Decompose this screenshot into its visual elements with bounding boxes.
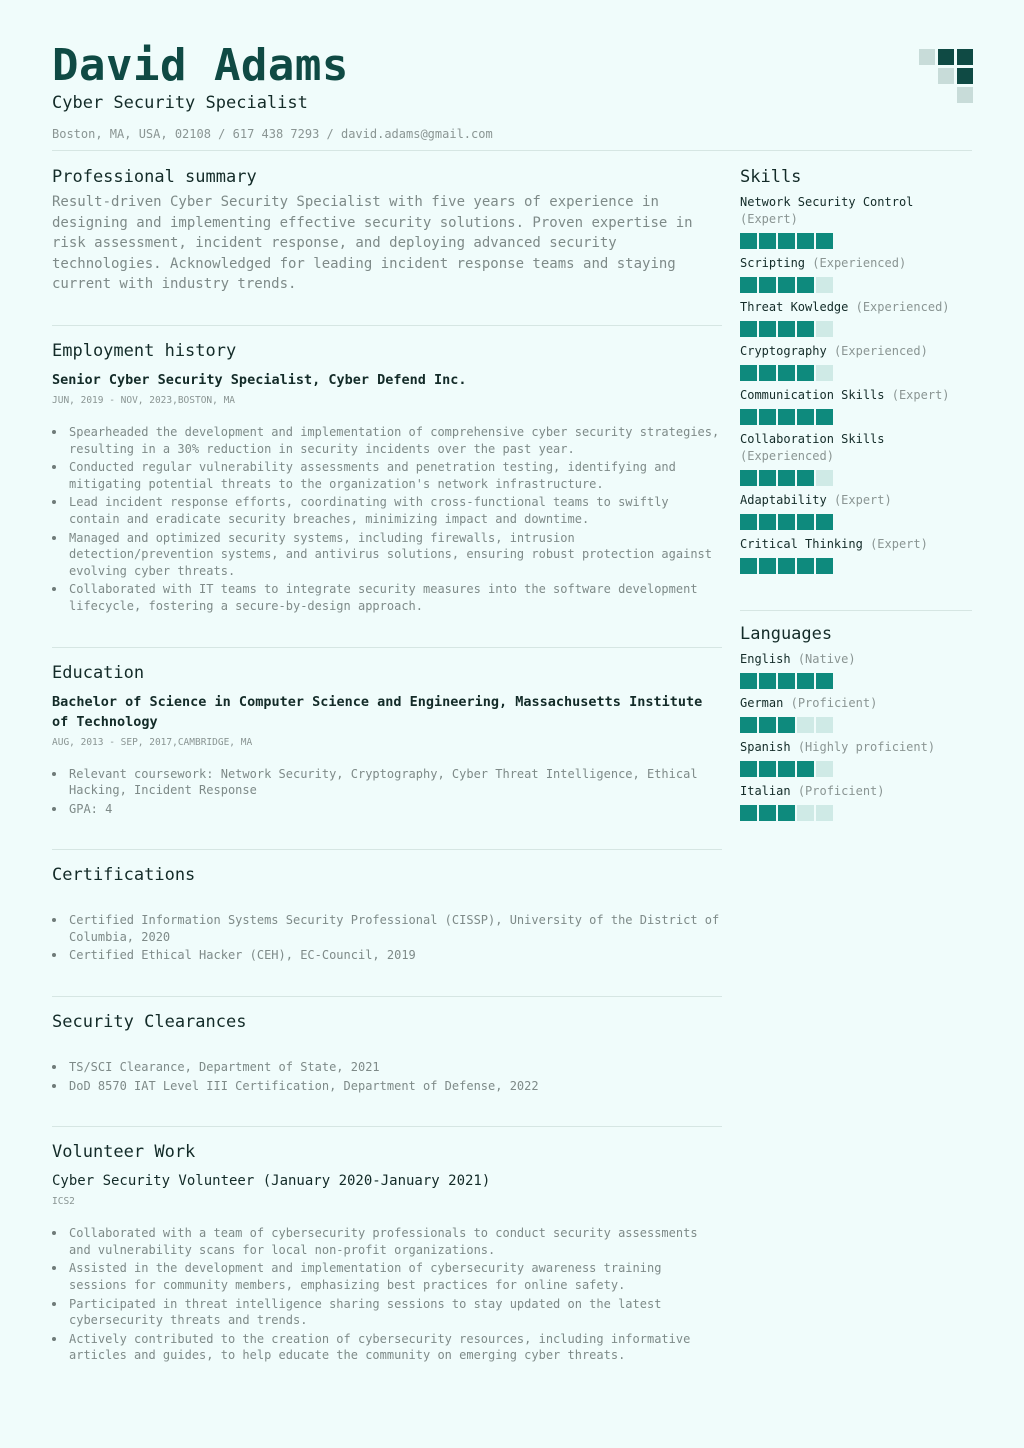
rating-square bbox=[797, 514, 814, 530]
rating-square bbox=[759, 365, 776, 381]
rating-square bbox=[778, 761, 795, 777]
skill-item bbox=[740, 194, 972, 249]
rating-square bbox=[816, 514, 833, 530]
rating-square bbox=[797, 321, 814, 337]
rating-square bbox=[816, 321, 833, 337]
logo-grid-icon bbox=[919, 49, 973, 103]
list-item: Managed and optimized security systems, including firewalls, intrusion detection/prevention systems, and antivirus solutions, ensuring robust protection against evolving cyber threats. bbox=[52, 530, 722, 580]
rating-square bbox=[740, 409, 757, 425]
list-item: Spearheaded the development and implementation of comprehensive cyber security strategies, resulting in a 30% reduction in security incidents over the past year. bbox=[52, 424, 722, 457]
list-item: Conducted regular vulnerability assessments and penetration testing, identifying and mitigating potential threats to the organization's network infrastructure. bbox=[52, 459, 722, 492]
clearances-list bbox=[52, 1059, 722, 1094]
rating-label bbox=[740, 387, 972, 404]
skill-item bbox=[740, 387, 972, 425]
skills-section bbox=[740, 166, 972, 610]
rating-square bbox=[778, 409, 795, 425]
languages-section bbox=[740, 610, 972, 857]
rating-square bbox=[740, 514, 757, 530]
rating-square bbox=[778, 321, 795, 337]
rating-level: (Experienced) bbox=[812, 256, 907, 270]
rating-name: Spanish bbox=[740, 740, 791, 754]
rating-bar bbox=[740, 277, 972, 293]
rating-square bbox=[816, 409, 833, 425]
rating-name: Scripting bbox=[740, 256, 806, 270]
list-item: Actively contributed to the creation of cybersecurity resources, including informative articles and guides, to help educate the community on emerging cyber threats. bbox=[52, 1331, 722, 1364]
rating-bar bbox=[740, 761, 972, 777]
rating-name: German bbox=[740, 696, 784, 710]
volunteer-org: ICS2 bbox=[52, 1196, 75, 1208]
rating-level: (Native) bbox=[797, 652, 856, 666]
job-title: Senior Cyber Security Specialist, Cyber Defend Inc. bbox=[52, 371, 467, 388]
rating-square bbox=[797, 409, 814, 425]
language-item bbox=[740, 739, 972, 777]
rating-name: Adaptability bbox=[740, 493, 827, 507]
summary-text: Result-driven Cyber Security Specialist with five years of experience in designing and implementing effective security solutions. Proven expertise in risk assessment, incident response, and deploying advanced security technologies. Acknowledged for leading incident response teams and staying current with industry trends. bbox=[52, 194, 693, 293]
rating-label bbox=[740, 492, 972, 509]
skill-item bbox=[740, 492, 972, 530]
rating-square bbox=[740, 233, 757, 249]
list-item: Assisted in the development and implementation of cybersecurity awareness training sessions for community members, emphasizing best practices for online safety. bbox=[52, 1260, 722, 1293]
rating-level: (Proficient) bbox=[790, 696, 878, 710]
main-column bbox=[52, 166, 722, 1396]
rating-square bbox=[740, 365, 757, 381]
rating-name: English bbox=[740, 652, 791, 666]
rating-square bbox=[740, 717, 757, 733]
rating-name: Italian bbox=[740, 784, 791, 798]
rating-square bbox=[759, 409, 776, 425]
section-title: Certifications bbox=[52, 865, 196, 886]
rating-bar bbox=[740, 409, 972, 425]
rating-square bbox=[797, 558, 814, 574]
contact-info: Boston, MA, USA, 02108 / 617 438 7293 / david.adams@gmail.com bbox=[52, 127, 493, 141]
skill-item bbox=[740, 431, 972, 486]
rating-square bbox=[778, 805, 795, 821]
rating-square bbox=[797, 805, 814, 821]
rating-level: (Proficient) bbox=[797, 784, 885, 798]
rating-name: Collaboration Skills bbox=[740, 432, 885, 446]
rating-square bbox=[778, 558, 795, 574]
rating-bar bbox=[740, 514, 972, 530]
rating-square bbox=[816, 233, 833, 249]
rating-square bbox=[816, 761, 833, 777]
rating-square bbox=[816, 673, 833, 689]
education-dates-location: AUG, 2013 - SEP, 2017,CAMBRIDGE, MA bbox=[52, 736, 253, 748]
rating-square bbox=[759, 277, 776, 293]
education-bullets bbox=[52, 766, 722, 818]
list-item: Lead incident response efforts, coordinating with cross-functional teams to swiftly contain and eradicate security breaches, minimizing impact and downtime. bbox=[52, 494, 722, 527]
skill-item bbox=[740, 255, 972, 293]
rating-square bbox=[740, 805, 757, 821]
rating-level: (Experienced) bbox=[855, 300, 950, 314]
header-divider bbox=[52, 150, 972, 151]
rating-square bbox=[759, 470, 776, 486]
rating-label bbox=[740, 299, 972, 316]
list-item: TS/SCI Clearance, Department of State, 2021 bbox=[52, 1059, 722, 1076]
rating-square bbox=[816, 365, 833, 381]
list-item: Collaborated with a team of cybersecurity professionals to conduct security assessments and vulnerability scans for local non-profit organizations. bbox=[52, 1225, 722, 1258]
sidebar-column bbox=[740, 166, 972, 857]
rating-square bbox=[797, 717, 814, 733]
rating-square bbox=[816, 277, 833, 293]
rating-bar bbox=[740, 805, 972, 821]
list-item: DoD 8570 IAT Level III Certification, Department of Defense, 2022 bbox=[52, 1078, 722, 1095]
rating-level: (Expert) bbox=[891, 388, 950, 402]
rating-square bbox=[778, 717, 795, 733]
rating-square bbox=[797, 470, 814, 486]
skill-item bbox=[740, 299, 972, 337]
rating-square bbox=[816, 558, 833, 574]
rating-name: Cryptography bbox=[740, 344, 827, 358]
rating-bar bbox=[740, 470, 972, 486]
rating-square bbox=[759, 717, 776, 733]
rating-square bbox=[797, 365, 814, 381]
rating-square bbox=[740, 321, 757, 337]
rating-level: (Experienced) bbox=[833, 344, 928, 358]
degree-title: Bachelor of Science in Computer Science and Engineering, Massachusetts Institute of Technology bbox=[52, 693, 703, 730]
list-item: GPA: 4 bbox=[52, 801, 722, 818]
rating-name: Critical Thinking bbox=[740, 537, 863, 551]
rating-name: Network Security Control bbox=[740, 195, 914, 209]
rating-square bbox=[797, 277, 814, 293]
list-item: Certified Information Systems Security Professional (CISSP), University of the District of Columbia, 2020 bbox=[52, 912, 722, 945]
candidate-name: David Adams bbox=[52, 40, 349, 91]
rating-square bbox=[759, 673, 776, 689]
rating-bar bbox=[740, 673, 972, 689]
rating-label bbox=[740, 431, 972, 465]
rating-bar bbox=[740, 233, 972, 249]
rating-label bbox=[740, 194, 972, 228]
certifications-section bbox=[52, 849, 722, 996]
rating-square bbox=[816, 805, 833, 821]
rating-label bbox=[740, 695, 972, 712]
rating-level: (Experienced) bbox=[740, 449, 834, 463]
rating-square bbox=[797, 233, 814, 249]
rating-label bbox=[740, 783, 972, 800]
volunteer-title: Cyber Security Volunteer (January 2020-January 2021) bbox=[52, 1173, 491, 1190]
section-title: Employment history bbox=[52, 340, 237, 361]
rating-square bbox=[816, 717, 833, 733]
language-item bbox=[740, 695, 972, 733]
resume-header bbox=[52, 40, 972, 142]
skills-list bbox=[740, 194, 972, 574]
skill-item bbox=[740, 536, 972, 574]
rating-square bbox=[759, 321, 776, 337]
job-dates-location: JUN, 2019 - NOV, 2023,BOSTON, MA bbox=[52, 394, 236, 406]
rating-square bbox=[816, 470, 833, 486]
skill-item bbox=[740, 343, 972, 381]
rating-bar bbox=[740, 558, 972, 574]
rating-square bbox=[778, 365, 795, 381]
section-title: Education bbox=[52, 662, 145, 683]
rating-square bbox=[740, 470, 757, 486]
rating-square bbox=[759, 761, 776, 777]
rating-square bbox=[797, 673, 814, 689]
rating-level: (Expert) bbox=[870, 537, 928, 551]
rating-square bbox=[759, 805, 776, 821]
rating-square bbox=[759, 558, 776, 574]
rating-square bbox=[740, 558, 757, 574]
rating-square bbox=[778, 470, 795, 486]
section-title: Skills bbox=[740, 167, 802, 187]
employment-section bbox=[52, 325, 722, 647]
rating-square bbox=[740, 277, 757, 293]
section-title: Volunteer Work bbox=[52, 1142, 196, 1163]
rating-name: Threat Kowledge bbox=[740, 300, 849, 314]
clearances-section bbox=[52, 996, 722, 1126]
rating-name: Communication Skills bbox=[740, 388, 885, 402]
languages-list bbox=[740, 651, 972, 821]
rating-level: (Expert) bbox=[740, 212, 798, 226]
rating-bar bbox=[740, 321, 972, 337]
rating-square bbox=[778, 277, 795, 293]
list-item: Participated in threat intelligence sharing sessions to stay updated on the latest cybersecurity threats and trends. bbox=[52, 1296, 722, 1329]
list-item: Certified Ethical Hacker (CEH), EC-Council, 2019 bbox=[52, 947, 722, 964]
job-bullets bbox=[52, 424, 722, 615]
rating-bar bbox=[740, 365, 972, 381]
rating-square bbox=[759, 514, 776, 530]
language-item bbox=[740, 783, 972, 821]
rating-square bbox=[740, 761, 757, 777]
section-title: Security Clearances bbox=[52, 1012, 247, 1033]
rating-label bbox=[740, 343, 972, 360]
volunteer-bullets bbox=[52, 1225, 722, 1364]
certifications-list bbox=[52, 912, 722, 964]
volunteer-section bbox=[52, 1126, 722, 1396]
language-item bbox=[740, 651, 972, 689]
rating-square bbox=[778, 673, 795, 689]
education-section bbox=[52, 647, 722, 850]
summary-section bbox=[52, 166, 722, 325]
rating-bar bbox=[740, 717, 972, 733]
list-item: Relevant coursework: Network Security, Cryptography, Cyber Threat Intelligence, Ethical Hacking, Incident Response bbox=[52, 766, 722, 799]
rating-square bbox=[778, 514, 795, 530]
rating-square bbox=[797, 761, 814, 777]
rating-square bbox=[740, 673, 757, 689]
section-title: Professional summary bbox=[52, 167, 257, 187]
rating-label bbox=[740, 255, 972, 272]
rating-label bbox=[740, 739, 972, 756]
rating-level: (Expert) bbox=[833, 493, 892, 507]
list-item: Collaborated with IT teams to integrate security measures into the software development lifecycle, fostering a secure-by-design approach. bbox=[52, 581, 722, 614]
rating-square bbox=[759, 233, 776, 249]
rating-level: (Highly proficient) bbox=[797, 740, 936, 754]
rating-square bbox=[778, 233, 795, 249]
rating-label bbox=[740, 536, 972, 553]
candidate-title: Cyber Security Specialist bbox=[52, 93, 308, 113]
section-title: Languages bbox=[740, 624, 833, 644]
rating-label bbox=[740, 651, 972, 668]
